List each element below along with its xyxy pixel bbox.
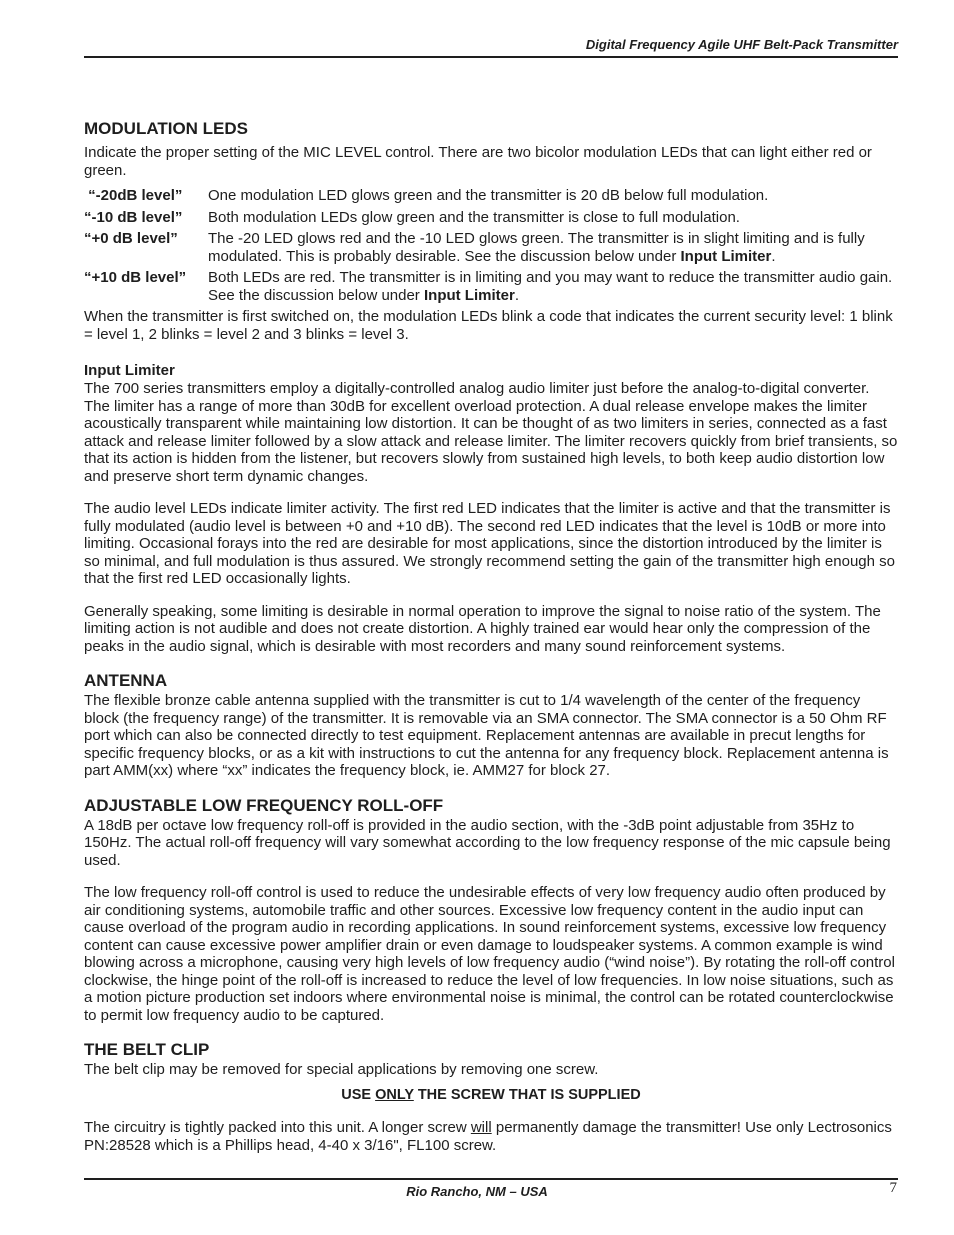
modulation-heading: MODULATION LEDS: [84, 119, 249, 138]
limiter-paragraph: Generally speaking, some limiting is desirable in normal operation to improve the signal to noise ratio of the system. The limiting action is not audible and does not create distortion. A highly trained ear would hear only the compression of the peaks in the audio signal, which is desirable with most recorders and many sound reinforcement systems.: [84, 602, 881, 655]
belt-clip-paragraph: The belt clip may be removed for special applications by removing one screw.: [84, 1061, 599, 1078]
rolloff-heading: ADJUSTABLE LOW FREQUENCY ROLL-OFF: [84, 795, 444, 815]
led-level-row: [84, 187, 898, 205]
rolloff-paragraph: A 18dB per octave low frequency roll-off is provided in the audio section, with the -3dB point adjustable from 35Hz to 150Hz. The actual roll-off frequency will vary somewhat according to the low frequency response of the mic capsule being used.: [84, 816, 891, 869]
footer-location: Rio Rancho, NM – USA: [406, 1184, 548, 1199]
belt-clip-heading: THE BELT CLIP: [84, 1040, 210, 1059]
led-level-term: “-20dB level”: [84, 187, 183, 204]
led-level-term: “+0 dB level”: [84, 230, 178, 247]
antenna-paragraph: The flexible bronze cable antenna supplied with the transmitter is cut to 1/4 wavelength of the center of the frequency block (the frequency range) of the transmitter. It is removable via an SMA connector. The SMA connector is a 50 Ohm RF port which can also be connected directly to test equipment. Replacement antennas are available in precut lengths for specific frequency blocks, or as a kit with instructions to cut the antenna for any frequency block. Replacement antenna is part AMM(xx) where “xx” indicates the frequency block, ie. AMM27 for block 27.: [84, 692, 889, 779]
page-body: [84, 118, 898, 1154]
input-limiter-heading: Input Limiter: [84, 362, 175, 379]
led-level-term: “-10 dB level”: [84, 208, 183, 226]
led-level-description: One modulation LED glows green and the transmitter is 20 dB below full modulation.: [208, 187, 769, 204]
rolloff-paragraph: The low frequency roll-off control is used to reduce the undesirable effects of very low frequency audio often produced by air conditioning systems, automobile traffic and other sources. Excessive low frequency content in the audio input can cause overload of the program audio in recording applications. In sound reinforcement systems, excessive low frequency content can cause excessive power amplifier drain or even damage to loudspeaker systems. A common example is wind blowing across a microphone, causing very high levels of low frequency audio (“wind noise”). By rotating the roll-off control clockwise, the hinge point of the roll-off is increased to reduce the level of low frequencies. In low noise situations, such as a motion picture production set indoors where environmental noise is minimal, the control can be rotated counterclockwise to permit low frequency audio to be captured.: [84, 884, 895, 1024]
limiter-paragraph: The 700 series transmitters employ a digitally-controlled analog audio limiter just before the analog-to-digital converter. The limiter has a range of more than 30dB for excellent overload protection. A dual release envelope makes the limiter acoustically transparent while maintaining low distortion. It can be thought of as two limiters in series, connected as a fast attack and release limiter followed by a slow attack and release limiter. The limiter recovers quickly from brief transients, so that its action is hidden from the listener, but recovers slowly from sustained high levels, to both keep audio distortion low and preserve short term dynamic changes.: [84, 380, 898, 485]
led-level-description: Both LEDs are red. The transmitter is in limiting and you may want to reduce the transmitter audio gain. See the discussion below under Input Limiter.: [208, 269, 893, 304]
led-level-term: “+10 dB level”: [84, 269, 187, 286]
led-level-row: [84, 230, 898, 265]
led-level-row: [84, 269, 898, 304]
limiter-paragraph: The audio level LEDs indicate limiter activity. The first red LED indicates that the limiter is active and that the transmitter is fully modulated (audio level is between +0 and +10 dB). The second red LED indicates that the level is 10dB or more into limiting. Occasional forays into the red are desirable for most applications, since the distortion introduced by the limiter is so minimal, and full modulation is thus assured. We strongly recommend setting the gain of the transmitter high enough so that the first red LED occasionally lights.: [84, 500, 895, 587]
header-rule: [84, 56, 898, 58]
running-header: Digital Frequency Agile UHF Belt-Pack Transmitter: [585, 37, 898, 52]
screw-warning-paragraph: The circuitry is tightly packed into this unit. A longer screw will permanently damage the transmitter! Use only Lectrosonics PN:28528 which is a Phillips head, 4-40 x 3/16", FL100 screw.: [84, 1119, 892, 1154]
screw-warning: USE ONLY THE SCREW THAT IS SUPPLIED: [341, 1086, 641, 1103]
page-number: 7: [889, 1180, 897, 1196]
led-level-description: The -20 LED glows red and the -10 LED glows green. The transmitter is in slight limiting and is fully modulated. This is probably desirable. See the discussion below under Input Limiter.: [208, 230, 865, 265]
led-level-row: [84, 209, 898, 227]
security-level-paragraph: When the transmitter is first switched on, the modulation LEDs blink a code that indicates the current security level: 1 blink = level 1, 2 blinks = level 2 and 3 blinks = level 3.: [84, 308, 893, 343]
antenna-heading: ANTENNA: [84, 671, 168, 690]
led-level-description: Both modulation LEDs glow green and the transmitter is close to full modulation.: [208, 208, 740, 226]
footer-rule: [84, 1178, 898, 1180]
modulation-intro: Indicate the proper setting of the MIC LEVEL control. There are two bicolor modulation LEDs that can light either red or green.: [84, 144, 872, 179]
